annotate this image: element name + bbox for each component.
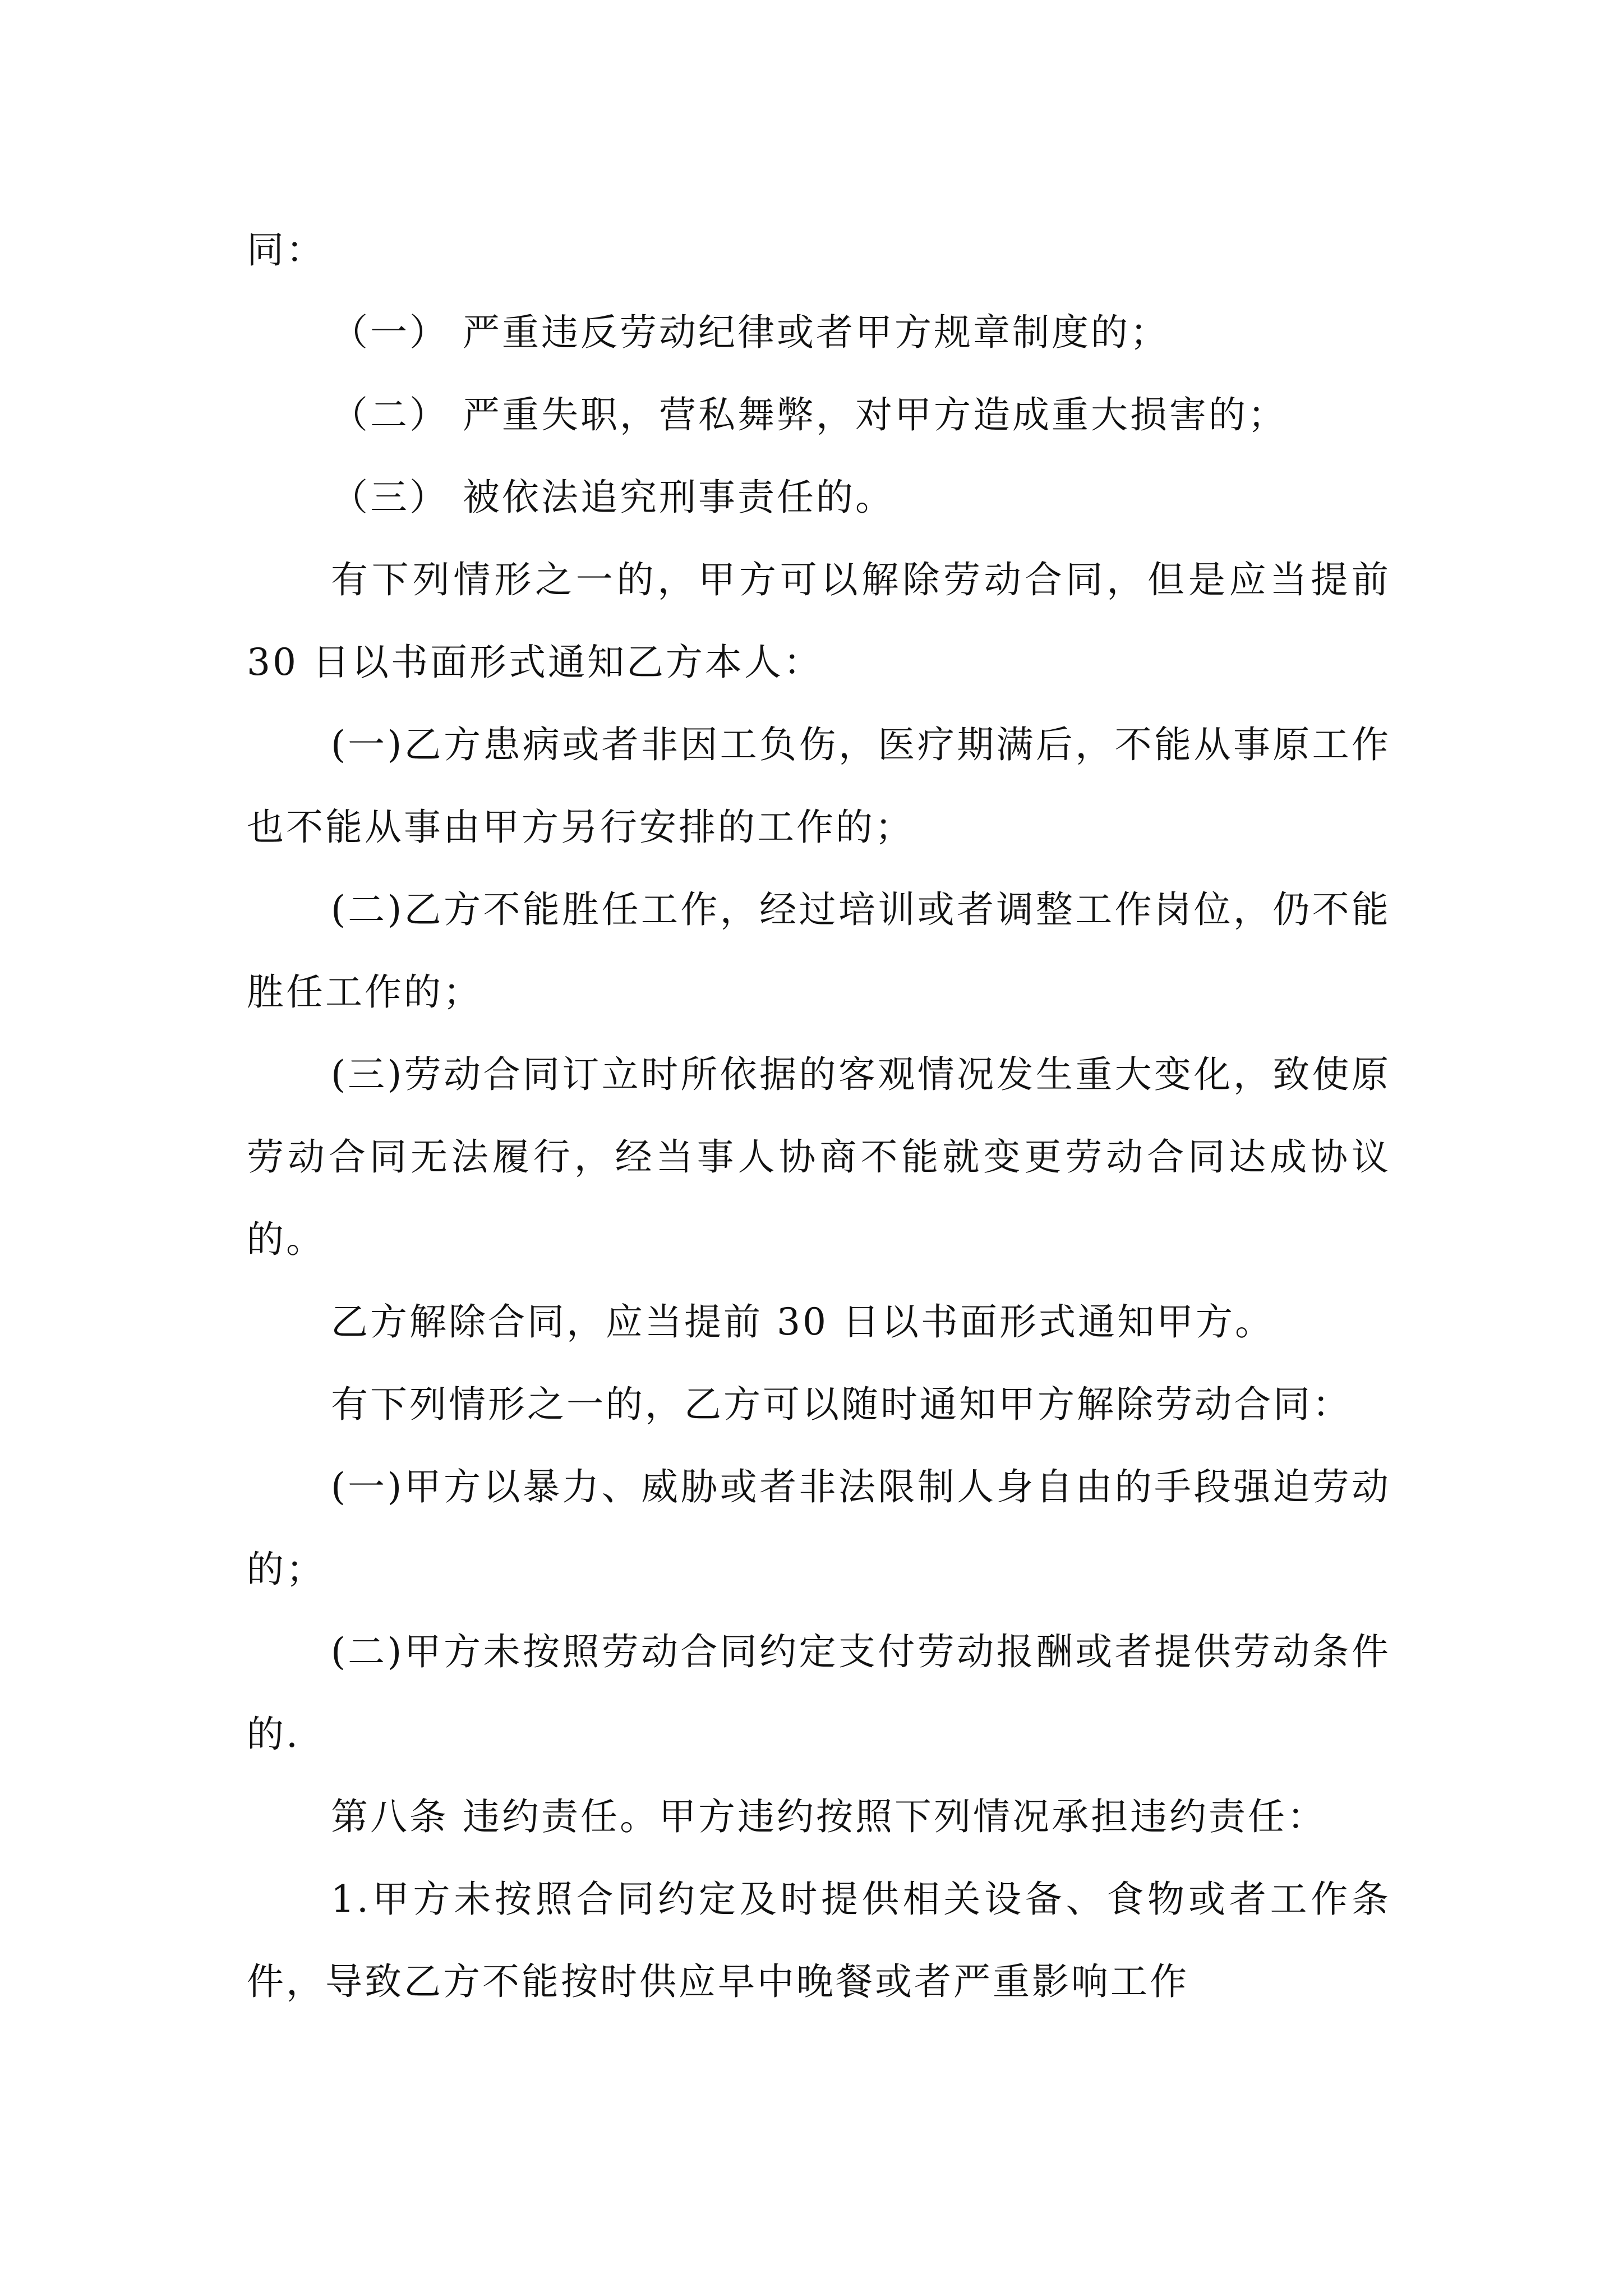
body-text [247,209,1391,2023]
paragraph-11: (一)甲方以暴力、威胁或者非法限制人身自由的手段强迫劳动的； [247,1465,1391,1591]
paragraph-3: （二） 严重失职，营私舞弊，对甲方造成重大损害的； [331,393,1287,436]
paragraph-14: 1.甲方未按照合同约定及时提供相关设备、食物或者工作条件，导致乙方不能按时供应早中晚餐或者严重影响工作 [247,1878,1391,2003]
paragraph-1: 同： [247,228,325,272]
paragraph-4: （三） 被依法追究刑事责任的。 [331,476,895,519]
paragraph-5: 有下列情形之一的，甲方可以解除劳动合同，但是应当提前 30 日以书面形式通知乙方本人： [247,558,1391,684]
paragraph-6: (一)乙方患病或者非因工负伤，医疗期满后，不能从事原工作也不能从事由甲方另行安排的工作的； [247,723,1391,849]
paragraph-13: 第八条 违约责任。甲方违约按照下列情况承担违约责任： [331,1795,1326,1838]
paragraph-9: 乙方解除合同，应当提前 30 日以书面形式通知甲方。 [331,1300,1274,1343]
paragraph-8: (三)劳动合同订立时所依据的客观情况发生重大变化，致使原劳动合同无法履行，经当事人协商不能就变更劳动合同达成协议的。 [247,1053,1391,1261]
paragraph-2: （一） 严重违反劳动纪律或者甲方规章制度的； [331,311,1169,354]
paragraph-7: (二)乙方不能胜任工作，经过培训或者调整工作岗位，仍不能胜任工作的； [247,888,1391,1014]
paragraph-12: (二)甲方未按照劳动合同约定支付劳动报酬或者提供劳动条件的. [247,1630,1391,1756]
paragraph-10: 有下列情形之一的，乙方可以随时通知甲方解除劳动合同： [331,1383,1352,1426]
